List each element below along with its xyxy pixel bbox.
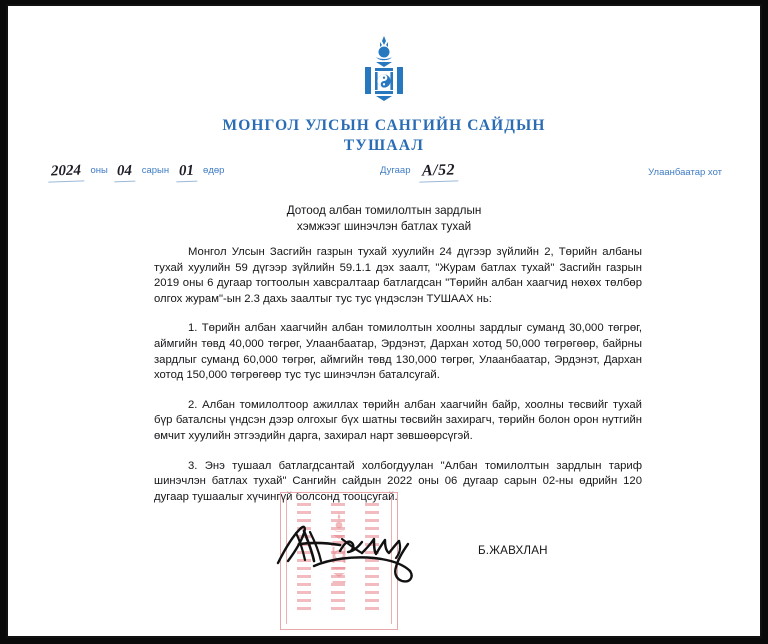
document-title-line-1: Дотоод албан томилолтын зардлын [286,204,482,217]
signer-name: Б.ЖАВХЛАН [478,544,548,557]
document-body [154,245,642,505]
paragraph-preamble: Монгол Улсын Засгийн газрын тухай хуулийн 24 дүгээр зүйлийн 2, Төрийн албаны тухай хуулийн 59 дүгээр зүйлийн 59.1.1 дэх заалт, "Журам батлах тухай" Засгийн газрын 2019 оны 6 дугаар тогтоолын хавсралтаар батлагдсан "Төрийн албан хаагчид нөхөх төлбөр олгох журам"-ын 2.3 дахь заалтыг тус тус үндэслэн ТУШААХ нь: [154,246,642,305]
month-value[interactable]: 04 [114,163,136,183]
emblem-container [8,36,760,115]
document-number-group [380,162,458,182]
day-value[interactable]: 01 [175,163,197,183]
day-label: өдөр [203,165,225,176]
year-label: оны [90,165,108,176]
document-page [6,4,762,638]
organization-subtitle: ТУШААЛ [343,137,425,154]
year-value[interactable]: 2024 [48,162,85,182]
soyombo-emblem [356,36,412,110]
date-group [48,162,226,182]
paragraph-clause-3: 3. Энэ тушаал батлагдсантай холбогдуулан "Албан томилолтын зардлын тариф шинэчлэн батлах тухай" Сангийн сайдын 2022 оны 06 дугаар сарын 02-ны өдрийн 120 дугаар тушаалыг хүчингүй болсонд тооцсугай. [154,459,642,503]
paragraph-clause-2: 2. Албан томилолтоор ажиллах төрийн албан хаагчийн байр, хоолны төсвийг тухай бүр баталсны үндсэн дээр олгохыг бүх шатны төсвийн захирагч, төрийн болон орон нутгийн өмчит хуулийн этгээдийн дарга, захирал нарт зөвшөөрсүгэй. [154,398,642,442]
document-meta-row [48,160,724,186]
document-title [8,203,760,235]
document-number-label: Дугаар [380,165,411,176]
month-label: сарын [141,165,170,176]
document-number-value[interactable]: А/52 [419,161,459,182]
paragraph-clause-1: 1. Төрийн албан хаагчийн албан томилолтын хоолны зардлыг суманд 30,000 төгрөг, аймгийн төвд 40,000 төгрөг, Улаанбаатар, Эрдэнэт, Дархан хотод 50,000 төгрөгөөр, байрны зардлыг суманд 60,000 төгрөг, аймгийн төвд 130,000 төгрөг, Улаанбаатар, Эрдэнэт, Дархан хотод 150,000 төгрөгөөр тус тус шинэчлэн баталсугай. [154,322,642,382]
organization-title: МОНГОЛ УЛСЫН САНГИЙН САЙДЫН [222,117,546,134]
paper-sheet [8,6,760,636]
document-title-line-2: хэмжээг шинэчлэн батлах тухай [296,220,472,233]
city-label: Улаанбаатар хот [648,167,722,178]
handwritten-signature [270,511,480,591]
